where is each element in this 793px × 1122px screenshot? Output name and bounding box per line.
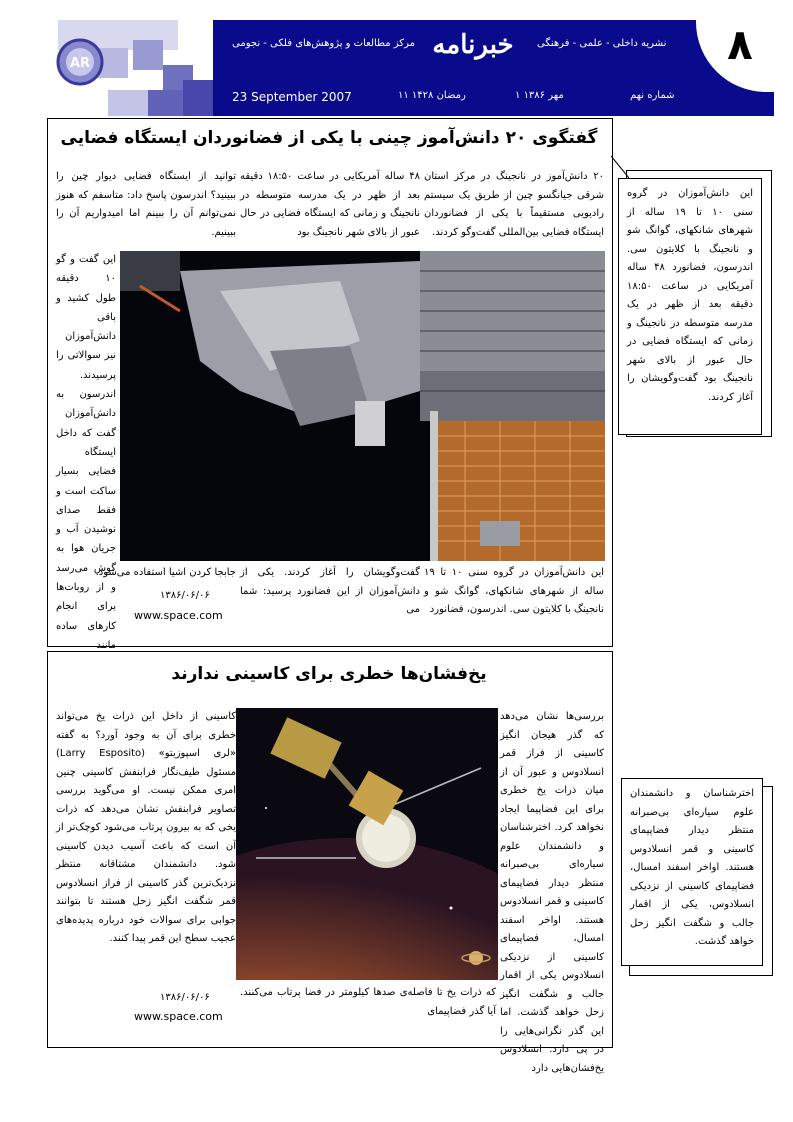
article-1-bottom-right: این دانش‌آموزان در گروه سنی ۱۰ تا ۱۹ ساله از شهرهای شانکهای، گوانگ شو و نانجینگ با کلایتون سی. اندرسون، فضانورد — [424, 567, 605, 615]
publisher-text: مرکز مطالعات و پژوهش‌های فلکی - نجومی — [232, 38, 415, 49]
article-2-date: ۱۳۸۶/۰۶/۰۶ — [160, 992, 210, 1003]
logo-text: AR — [69, 56, 91, 71]
sidebox-2: اخترشناسان و دانشمندان علوم سیاره‌ای بی‌صبرانه منتظر دیدار فضاپیمای کاسینی و قمر انسلادوس هستند. اواخر اسفند امسال، فضاپیمای کاسینی از نزدیکی انسلادوس، یکی از اقمار جالب و شگفت انگیز زحل خواهد گذشت. — [621, 778, 763, 966]
article-2-title: یخ‌فشان‌ها خطری برای کاسینی ندارند — [171, 664, 487, 684]
article-2-bottom-middle: که ذرات یخ تا فاصله‌ی صدها کیلومتر در فضا پرتاب می‌کنند. آیا گذر فضاپیمای — [240, 987, 496, 1017]
date-gregorian: 23 September 2007 — [232, 90, 352, 104]
page-number: ۸ — [727, 20, 753, 69]
article-2-source: www.space.com — [134, 1010, 223, 1023]
article-1-source: www.space.com — [134, 609, 223, 622]
article-1-col-middle: ۴۸ ساله آمریکایی در ساعت ۱۸:۵۰ دقیقه بعد از ظهر در یک مدرسه متوسطه در نانجینگ و زمانی که ایستگاه فضایی در حال عبور از بالای شهر نانجینگ بود — [240, 171, 420, 238]
article-1-bottom-middle: گفت‌وگویشان را آغاز کردند. یکی از دانش‌آموزان از این فضانورد پرسید: شما می — [240, 567, 420, 615]
brand-title: خبرنامه — [432, 30, 514, 60]
article-1-date: ۱۳۸۶/۰۶/۰۶ — [160, 590, 210, 601]
callout-connector-1 — [611, 155, 631, 179]
newsletter-type: نشریه داخلی - علمی - فرهنگی — [537, 38, 667, 49]
cassini-illustration — [236, 708, 498, 980]
article-1-title: گفتگوی ۲۰ دانش‌آموز چینی با یکی از فضانوردان ایستگاه فضایی — [60, 128, 598, 148]
article-1-bottom-left: جابجا کردن اشیا استفاده می‌شود. — [95, 567, 236, 578]
article-2-col-right: بررسی‌ها نشان می‌دهد که گذر هیجان انگیز کاسینی از فراز قمر انسلادوس و عبور آن از میان ذرات یخ خطری برای این فضاپیما ایجاد نخواهد کرد. اخترشناسان و دانشمندان علوم سیاره‌ای بی‌صبرانه منتظر دیدار فضاپیمای کاسینی و قمر انسلادوس هستند. اواخر اسفند امسال، فضاپیمای کاسینی از نزدیکی انسلادوس یکی از اقمار جالب و شگفت انگیز زحل خواهد گذشت. اما این گذر نگرانی‌هایی را در پی دارد. انسلادوس یخ‌فشان‌هایی دارد — [500, 711, 604, 1074]
observatory-logo — [54, 36, 106, 88]
issue-number: شماره نهم — [630, 90, 675, 101]
sidebox-1: این دانش‌آموزان در گروه سنی ۱۰ تا ۱۹ ساله از شهرهای شانکهای، گوانگ شو و نانجینگ با کلایتون سی. اندرسون، فضانورد ۴۸ ساله آمریکایی در ساعت ۱۸:۵۰ دقیقه بعد از ظهر در یک مدرسه متوسطه در نانجینگ و زمانی که ایستگاه فضایی در حال عبور از بالای شهر نانجینگ بود گفت‌وگویشان را آغاز کردند. — [618, 178, 762, 435]
article-1-col-left-narrow: این گفت و گو ۱۰ دقیقه طول کشید و باقی دانش‌آموزان نیز سوالاتی را پرسیدند. اندرسون به دانش‌آموزان گفت که داخل ایستگاه فضایی بسیار ساکت است و فقط صدای نوشیدن آب و جریان هوا به گوش می‌رسد و از روبات‌ها برای انجام کارهای ساده مانند — [56, 254, 116, 651]
space-station-photo — [120, 251, 605, 561]
date-persian: ۱ مهر ۱۳۸۶ — [515, 90, 564, 101]
logo-panel — [48, 20, 213, 116]
date-hijri: ۱۱ رمضان ۱۴۲۸ — [398, 90, 466, 101]
article-1-col-right: ۲۰ دانش‌آموز در نانجینگ در مرکز استان شرقی جیانگسو چین از طریق یک سیستم رادیویی مستقیماً با یکی از فضانوردان ایستگاه فضایی بین‌المللی گفت‌وگو کردند. — [424, 171, 604, 238]
article-1-col-left-top: توانید از ایستگاه فضایی دیوار چین را ببینید؟ اندرسون پاسخ داد: متاسفم که هنوز نمی‌توانم آن را ببینم اما امیدواریم آن را ببینیم. — [56, 171, 236, 238]
article-2-col-left: کاسینی از داخل این ذرات یخ می‌تواند خطری برای آن به وجود آورد؟ به گفته «لری اسپوزیتو» (Larry Esposito) مسئول طیف‌نگار فرابنفش کاسینی چنین امری ممکن نیست. او می‌گوید بررسی تصاویر فرابنفش نشان می‌دهد که ذرات یخی که به بیرون پرتاب می‌شود کوچک‌تر از آن است که باعث آسیب دیدن کاسینی شود. دانشمندان مشتاقانه منتظر نزدیک‌ترین گذر کاسینی از فراز انسلادوس قمر شگفت انگیز زحل هستند تا بتوانند جوابی برای سوالات خود درباره پدیده‌های عجیب سطح این قمر پیدا کنند. — [56, 711, 236, 944]
